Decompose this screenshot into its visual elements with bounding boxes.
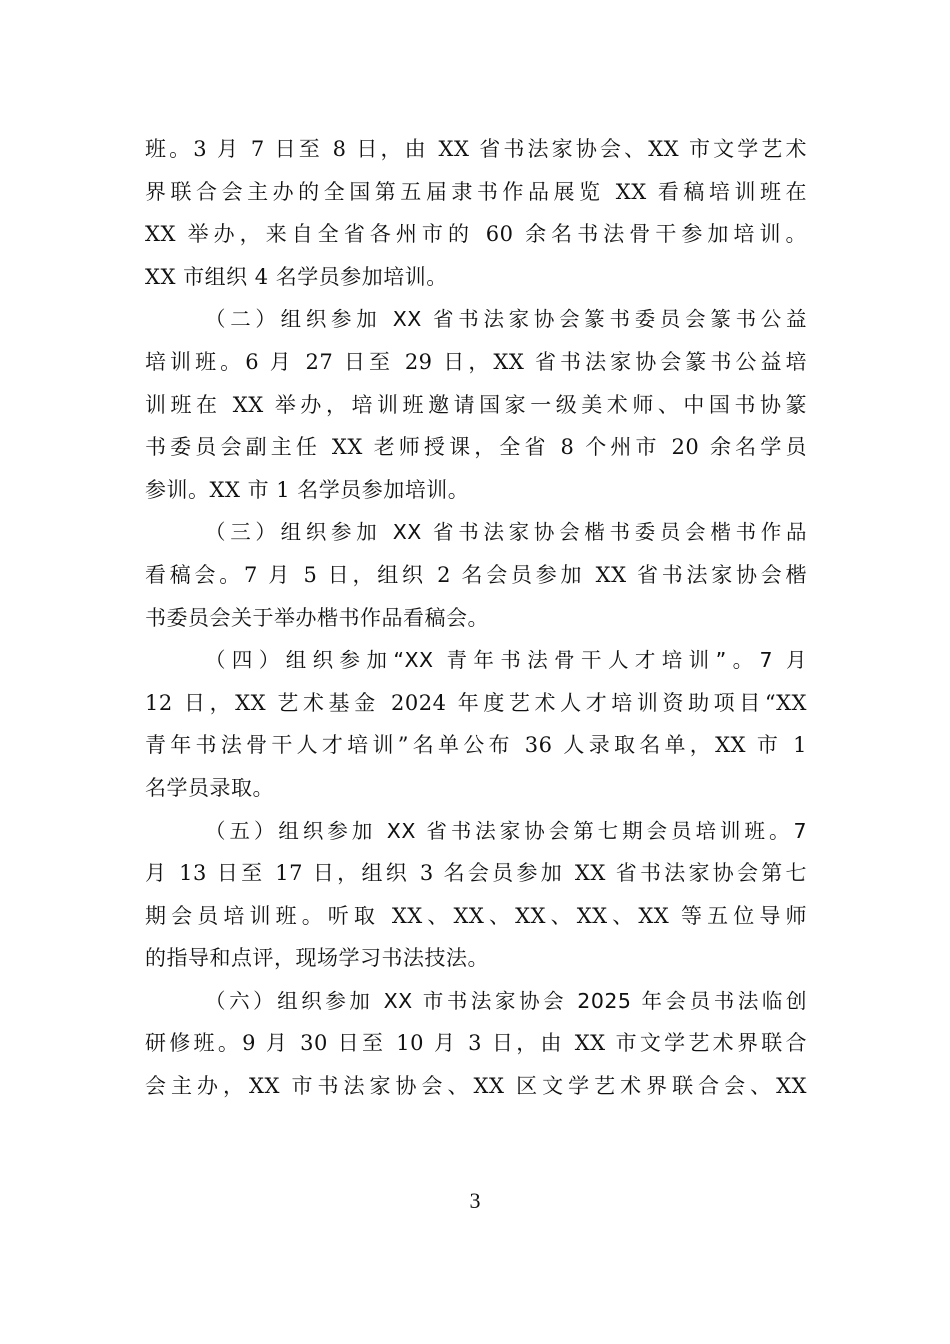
paragraph-line: 参训。XX 市 1 名学员参加培训。 [145, 477, 470, 502]
section-heading-3: （三）组织参加 XX 省书法家协会楷书委员会楷书作品 [205, 520, 807, 545]
paragraph-line: 的指导和点评，现场学习书法技法。 [145, 946, 489, 971]
paragraph-line: 青年书法骨干人才培训”名单公布 36 人录取名单，XX 市 1 [145, 733, 807, 758]
paragraph-line: 书委员会副主任 XX 老师授课，全省 8 个州市 20 余名学员 [145, 435, 807, 460]
paragraph-line: 训班在 XX 举办，培训班邀请国家一级美术师、中国书协篆 [145, 392, 807, 417]
paragraph-line: 12 日，XX 艺术基金 2024 年度艺术人才培训资助项目“XX [145, 690, 807, 715]
paragraph-line: 会主办，XX 市书法家协会、XX 区文学艺术界联合会、XX [145, 1074, 807, 1099]
paragraph-line: 研修班。9 月 30 日至 10 月 3 日，由 XX 市文学艺术界联合 [145, 1031, 807, 1056]
paragraph-line: 名学员录取。 [145, 775, 274, 800]
paragraph-line: 期会员培训班。听取 XX、XX、XX、XX、XX 等五位导师 [145, 903, 807, 928]
paragraph-line: 界联合会主办的全国第五届隶书作品展览 XX 看稿培训班在 [145, 179, 807, 204]
paragraph-line: 班。3 月 7 日至 8 日，由 XX 省书法家协会、XX 市文学艺术 [145, 137, 807, 161]
section-heading-6: （六）组织参加 XX 市书法家协会 2025 年会员书法临创 [205, 988, 807, 1013]
document-body [145, 128, 807, 1108]
section-heading-5: （五）组织参加 XX 省书法家协会第七期会员培训班。7 [205, 818, 807, 843]
page-number: 3 [469, 1188, 481, 1213]
paragraph-line: XX 市组织 4 名学员参加培训。 [145, 264, 448, 289]
section-heading-2: （二）组织参加 XX 省书法家协会篆书委员会篆书公益 [205, 307, 807, 332]
paragraph-line: 培训班。6 月 27 日至 29 日，XX 省书法家协会篆书公益培 [145, 349, 807, 374]
paragraph-line: XX 举办，来自全省各州市的 60 余名书法骨干参加培训。 [145, 222, 807, 247]
paragraph-line: 看稿会。7 月 5 日，组织 2 名会员参加 XX 省书法家协会楷 [145, 562, 807, 587]
paragraph-line: 月 13 日至 17 日，组织 3 名会员参加 XX 省书法家协会第七 [145, 861, 807, 886]
paragraph-line: 书委员会关于举办楷书作品看稿会。 [145, 605, 489, 630]
section-heading-4: （四）组织参加“XX 青年书法骨干人才培训”。7 月 [205, 648, 807, 673]
